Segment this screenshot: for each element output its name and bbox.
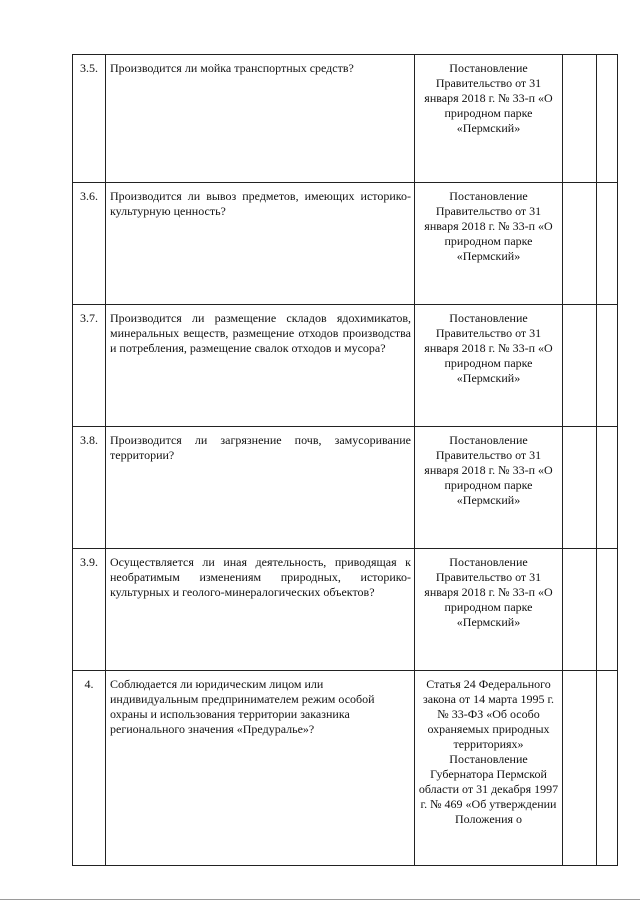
note-cell <box>597 55 618 183</box>
answer-cell <box>563 183 597 305</box>
row-number: 3.9. <box>73 549 106 671</box>
note-cell <box>597 671 618 866</box>
note-cell <box>597 305 618 427</box>
question-text: Производится ли мойка транспортных средств? <box>110 61 354 75</box>
note-cell <box>597 183 618 305</box>
question-text: Производится ли вывоз предметов, имеющих историко-культурную ценность? <box>110 189 411 218</box>
row-number: 3.8. <box>73 427 106 549</box>
row-number: 4. <box>73 671 106 866</box>
question-cell <box>106 183 415 305</box>
legal-reference: Статья 24 Федерального закона от 14 марта 1995 г. № 33-ФЗ «Об особо охраняемых природных территориях» Постановление Губернатора Пермской области от 31 декабря 1997 г. № 469 «Об утверждении Положения о <box>415 671 563 866</box>
answer-cell <box>563 671 597 866</box>
page-bottom-rule <box>0 899 640 900</box>
legal-reference: Постановление Правительство от 31 января 2018 г. № 33-п «О природном парке «Пермский» <box>415 427 563 549</box>
answer-cell <box>563 55 597 183</box>
table-row <box>73 427 618 549</box>
checklist-table <box>72 54 618 866</box>
question-text: Производится ли загрязнение почв, замусоривание территории? <box>110 433 411 462</box>
legal-reference: Постановление Правительство от 31 января 2018 г. № 33-п «О природном парке «Пермский» <box>415 183 563 305</box>
question-text: Соблюдается ли юридическим лицом или индивидуальным предпринимателем режим особой охраны и использования территории заказника регионального значения «Предуралье»? <box>110 677 375 736</box>
answer-cell <box>563 427 597 549</box>
note-cell <box>597 549 618 671</box>
table-row <box>73 671 618 866</box>
row-number: 3.7. <box>73 305 106 427</box>
row-number: 3.6. <box>73 183 106 305</box>
answer-cell <box>563 305 597 427</box>
legal-reference: Постановление Правительство от 31 января 2018 г. № 33-п «О природном парке «Пермский» <box>415 305 563 427</box>
table-row <box>73 305 618 427</box>
table-row <box>73 549 618 671</box>
table-row <box>73 183 618 305</box>
question-cell <box>106 427 415 549</box>
question-text: Производится ли размещение складов ядохимикатов, минеральных веществ, размещение отходов производства и потребления, размещение свалок отходов и мусора? <box>110 311 411 355</box>
question-cell <box>106 671 415 866</box>
question-text: Осуществляется ли иная деятельность, приводящая к необратимым изменениям природных, историко-культурных и геолого-минералогических объектов? <box>110 555 411 599</box>
answer-cell <box>563 549 597 671</box>
legal-reference: Постановление Правительство от 31 января 2018 г. № 33-п «О природном парке «Пермский» <box>415 55 563 183</box>
legal-reference: Постановление Правительство от 31 января 2018 г. № 33-п «О природном парке «Пермский» <box>415 549 563 671</box>
note-cell <box>597 427 618 549</box>
question-cell <box>106 55 415 183</box>
table-row <box>73 55 618 183</box>
row-number: 3.5. <box>73 55 106 183</box>
question-cell <box>106 549 415 671</box>
question-cell <box>106 305 415 427</box>
